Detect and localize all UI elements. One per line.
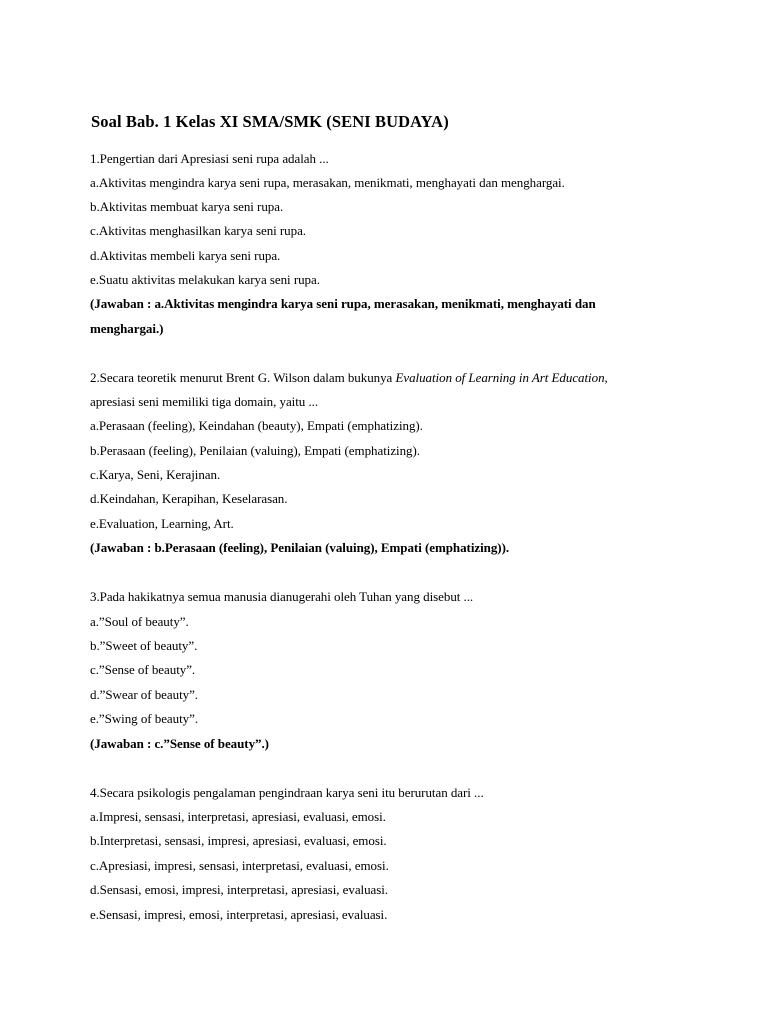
question-2-option-d: d.Keindahan, Kerapihan, Keselarasan. xyxy=(90,491,288,506)
question-3-option-b: b.”Sweet of beauty”. xyxy=(90,638,198,653)
question-4-option-e: e.Sensasi, impresi, emosi, interpretasi, apresiasi, evaluasi. xyxy=(90,907,388,922)
question-3-option-e: e.”Swing of beauty”. xyxy=(90,711,199,726)
question-4-option-c: c.Apresiasi, impresi, sensasi, interpretasi, evaluasi, emosi. xyxy=(90,858,389,873)
question-2-text-line-2: apresiasi seni memiliki tiga domain, yaitu ... xyxy=(90,394,319,409)
question-1-option-e: e.Suatu aktivitas melakukan karya seni rupa. xyxy=(90,272,320,287)
question-1-option-b: b.Aktivitas membuat karya seni rupa. xyxy=(90,199,284,214)
question-4-text: 4.Secara psikologis pengalaman pengindraan karya seni itu berurutan dari ... xyxy=(90,785,484,800)
question-1-answer-line-1: (Jawaban : a.Aktivitas mengindra karya seni rupa, merasakan, menikmati, menghayati dan xyxy=(90,296,596,311)
question-2-text-suffix: , xyxy=(604,370,608,385)
question-1-option-a: a.Aktivitas mengindra karya seni rupa, merasakan, menikmati, menghayati dan menghargai. xyxy=(90,175,565,190)
question-3-text: 3.Pada hakikatnya semua manusia dianugerahi oleh Tuhan yang disebut ... xyxy=(90,589,474,604)
question-3-option-a: a.”Soul of beauty”. xyxy=(90,614,189,629)
question-1-text: 1.Pengertian dari Apresiasi seni rupa adalah ... xyxy=(90,151,329,166)
question-2-option-e: e.Evaluation, Learning, Art. xyxy=(90,516,234,531)
question-1-option-d: d.Aktivitas membeli karya seni rupa. xyxy=(90,248,281,263)
question-2-option-c: c.Karya, Seni, Kerajinan. xyxy=(90,467,221,482)
question-3-option-c: c.”Sense of beauty”. xyxy=(90,662,196,677)
question-4-option-a: a.Impresi, sensasi, interpretasi, apresiasi, evaluasi, emosi. xyxy=(90,809,386,824)
question-1-answer-line-2: menghargai.) xyxy=(90,321,164,336)
question-2-option-b: b.Perasaan (feeling), Penilaian (valuing), Empati (emphatizing). xyxy=(90,443,420,458)
question-2-text xyxy=(90,370,608,386)
question-2-book-title: Evaluation of Learning in Art Education xyxy=(395,370,605,385)
question-4-option-d: d.Sensasi, emosi, impresi, interpretasi, apresiasi, evaluasi. xyxy=(90,882,389,897)
question-3-option-d: d.”Swear of beauty”. xyxy=(90,687,199,702)
question-3-answer: (Jawaban : c.”Sense of beauty”.) xyxy=(90,736,269,751)
question-2-text-prefix: 2.Secara teoretik menurut Brent G. Wilson dalam bukunya xyxy=(90,370,396,385)
question-2-answer: (Jawaban : b.Perasaan (feeling), Penilaian (valuing), Empati (emphatizing)). xyxy=(90,540,510,555)
question-1-option-c: c.Aktivitas menghasilkan karya seni rupa. xyxy=(90,223,306,238)
document-title: Soal Bab. 1 Kelas XI SMA/SMK (SENI BUDAYA) xyxy=(91,112,449,131)
question-4-option-b: b.Interpretasi, sensasi, impresi, apresiasi, evaluasi, emosi. xyxy=(90,833,387,848)
question-2-option-a: a.Perasaan (feeling), Keindahan (beauty), Empati (emphatizing). xyxy=(90,418,423,433)
